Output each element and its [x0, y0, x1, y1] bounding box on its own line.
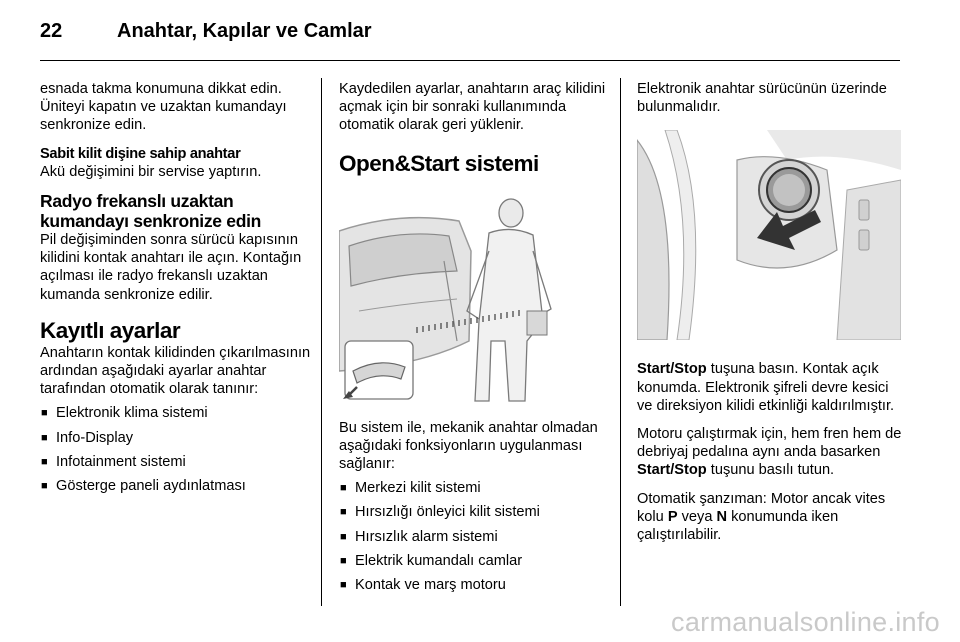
fixed-key-heading: Sabit kilit dişine sahip anahtar	[40, 145, 241, 162]
header-rule	[40, 60, 900, 61]
open-start-heading: Open&Start sistemi	[339, 150, 539, 176]
saved-settings-heading: Kayıtlı ayarlar	[40, 317, 181, 343]
list-item: ■ Kontak ve marş motoru	[339, 576, 609, 594]
column-3	[637, 80, 905, 554]
saved-settings-list	[40, 404, 315, 495]
start-stop-label: Start/Stop	[637, 361, 707, 378]
gear-p-label: P	[667, 508, 678, 525]
start-stop-button-illustration	[637, 130, 901, 340]
column-divider-2	[620, 78, 621, 606]
car-door-illustration	[339, 191, 601, 405]
list-item: ■ Infotainment sistemi	[40, 453, 315, 471]
start-stop-paragraph: Start/Stop tuşuna basın. Kontak açık konumda. Elektronik şifreli devre kesici ve direksiyon kilidi etkinliği kaldırılmıştır.	[637, 361, 895, 414]
watermark: carmanualsonline.info	[671, 607, 940, 637]
list-item: ■ Elektronik klima sistemi	[40, 404, 315, 422]
col1-intro: esnada takma konumuna dikkat edin. Üniteyi kapatın ve uzaktan kumandayı senkronize edin.	[40, 81, 287, 134]
list-item: ■ Merkezi kilit sistemi	[339, 479, 609, 497]
list-item: ■ Hırsızlığı önleyici kilit sistemi	[339, 503, 609, 521]
engine-start-paragraph: Motoru çalıştırmak için, hem fren hem de debriyaj pedalına aynı anda basarken Start/Stop tuşunu basılı tutun.	[637, 426, 902, 479]
start-stop-label: Start/Stop	[637, 462, 707, 479]
column-1	[40, 80, 315, 501]
col3-intro: Elektronik anahtar sürücünün üzerinde bulunmalıdır.	[637, 81, 887, 116]
fixed-key-text: Akü değişimini bir servise yaptırın.	[40, 163, 262, 180]
page-number: 22	[40, 20, 63, 42]
list-item: ■ Elektrik kumandalı camlar	[339, 552, 609, 570]
sync-remote-text: Pil değişiminden sonra sürücü kapısının kilidini kontak anahtarı ile açın. Kontağın açılması ile radyo frekanslı uzaktan kumanda senkronize edilir.	[40, 232, 302, 303]
page-title: Anahtar, Kapılar ve Camlar	[117, 20, 372, 42]
gear-n-label: N	[716, 508, 728, 525]
column-divider-1	[321, 78, 322, 606]
open-start-text: Bu sistem ile, mekanik anahtar olmadan aşağıdaki fonksiyonların uygulanması sağlanır:	[339, 419, 598, 473]
col2-intro: Kaydedilen ayarlar, anahtarın araç kilidini açmak için bir sonraki kullanımında otomatik olarak geri yüklenir.	[339, 81, 606, 134]
sync-remote-heading: Radyo frekanslı uzaktan kumandayı senkronize edin	[40, 191, 262, 232]
open-start-list	[339, 479, 609, 594]
column-2	[339, 80, 609, 600]
list-item: ■ Hırsızlık alarm sistemi	[339, 528, 609, 546]
automatic-transmission-paragraph: Otomatik şanzıman: Motor ancak vites kolu P veya N konumunda iken çalıştırılabilir.	[637, 490, 886, 544]
saved-settings-text: Anahtarın kontak kilidinden çıkarılmasının ardından aşağıdaki ayarlar anahtar tarafından otomatik olarak tanınır:	[40, 344, 311, 398]
list-item: ■ Gösterge paneli aydınlatması	[40, 477, 315, 495]
list-item: ■ Info-Display	[40, 429, 315, 447]
